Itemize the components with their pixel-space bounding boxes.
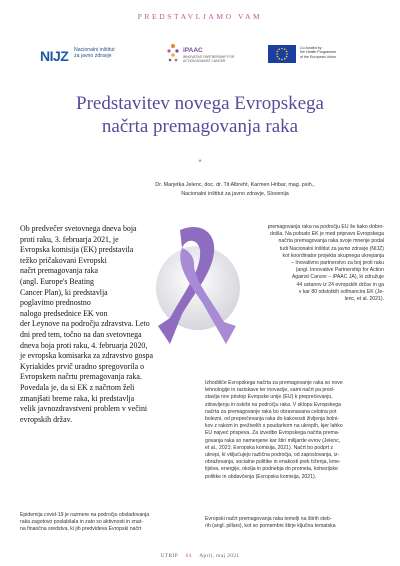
authors-affiliation: Nacionalni inštitut za javno zdravje, Slovenija xyxy=(181,190,289,197)
eu-health-programme-logo xyxy=(268,36,368,72)
article-intro xyxy=(20,224,205,425)
intro-line: velik javnozdravstveni problem v večini xyxy=(20,404,148,414)
paragraph-line: došla. Na pobudo EK je med pripravo Evropskega xyxy=(269,231,384,238)
paragraph-line: tudi Nacionalni inštitut za javno zdravje (NIJZ) xyxy=(279,245,384,252)
page-footer xyxy=(0,553,400,559)
nijz-logo xyxy=(40,36,150,72)
intro-line: Cancer Plan), ki predstavlja xyxy=(20,287,108,297)
paragraph-line: lenc, et al. 2021). xyxy=(344,296,384,303)
paragraph-line: premagovanja raka na področju EU še kako dobro- xyxy=(267,224,384,230)
paragraph-line: (angl. Innovative Partnership for Action xyxy=(295,267,384,274)
intro-line: je evropska komisarka za zdravstvo gospa xyxy=(20,351,154,361)
eu-flag-icon xyxy=(268,45,296,63)
intro-line: dneva boja proti raku, 4. februarja 2020, xyxy=(20,340,148,350)
paragraph-line: rih (angl. pillars), kot so pomembni štirje ključna tematska xyxy=(205,523,336,530)
title-separator-ornament: * xyxy=(198,158,202,167)
right-column-paragraph-1 xyxy=(248,224,384,303)
intro-line: zmanjšati breme raka, ki predstavlja xyxy=(20,393,135,403)
paragraph-line: Against Cancer – iPAAC JA), ki združuje xyxy=(291,274,384,281)
article-title-line-2: načrta premagovanja raka xyxy=(101,116,299,137)
paragraph-line: et al., 2021; Evropska komisija, 2021). Načrt bo podprt z xyxy=(205,444,334,451)
intro-line: proti raku, 3. februarja 2021, je xyxy=(20,234,119,244)
logo-strip xyxy=(0,36,400,72)
paragraph-line: bolezni, od preprečevanja raka do kakovosti življenja bolni- xyxy=(205,416,340,423)
right-column-paragraph-2 xyxy=(205,380,385,481)
intro-line: Kyriakides prvič uradno spregovorila o xyxy=(20,361,145,371)
eu-logo-text xyxy=(300,46,366,59)
nijz-logo-line-1: Nacionalni inštitut xyxy=(74,47,115,53)
eu-logo-line-3: of the European Union xyxy=(300,54,336,59)
article-title-line-1: Predstavitev novega Evropskega xyxy=(76,93,324,114)
intro-line: nalogo predsednice EK von xyxy=(20,308,108,318)
article-authors xyxy=(100,181,370,198)
paragraph-line: – Inovativno partnerstvo za boj proti raku xyxy=(291,260,384,267)
paragraph-line: Epidemija covid-19 je razmere na področju obvladovanja xyxy=(20,512,150,518)
intro-line: Evropskem načrtu premagovanja raka. xyxy=(20,372,142,382)
eu-logo-line-2: the Health Programme xyxy=(300,50,337,55)
intro-line: Evropska komisija (EK) predstavila xyxy=(20,245,134,255)
intro-line: Ob predvečer svetovnega dneva boja xyxy=(20,224,137,233)
paragraph-line: raka zagotovo poslabšala in zato so aktivnosti in znat- xyxy=(20,519,143,526)
ipaac-logo-subtitle: INNOVATIVE PARTNERSHIP FOR ACTION AGAINST CANCER xyxy=(183,55,235,63)
paragraph-line: Evropski načrt premagovanja raka temelji na štirih steb- xyxy=(205,516,332,522)
intro-line: težko pričakovani Evropski xyxy=(20,255,107,265)
paragraph-line: Izhodišče Evropskega načrta za premagovanje raka so nove xyxy=(205,380,343,386)
article-title xyxy=(20,92,380,138)
paragraph-line: EU najveć prispeva. Za izvedbo Evropskega načrta prema- xyxy=(205,430,340,437)
paragraph-line: v kar 80 odstotkih sofinancira EK (Je- xyxy=(298,288,384,295)
paragraph-line: kov z rakom in preživelih s poudarkom na ukrepih, kjer lahko xyxy=(205,423,343,430)
paragraph-line: tijstva, energije, okolja in podnebja do prometa, kohezijske xyxy=(205,466,338,473)
paragraph-line: na finančna sredstva, ki jih predvideva Evropski načrt xyxy=(20,526,142,533)
paragraph-line: politike in obdavčenja (Evropska komisija, 2021). xyxy=(205,473,317,480)
intro-line: evropskih držav. xyxy=(20,414,73,424)
ipaac-logo xyxy=(165,36,245,72)
intro-line: (angl. Europe's Beating xyxy=(20,276,94,286)
intro-line: der Leynove na področju zdravstva. Leto xyxy=(20,319,150,329)
paragraph-line: govanja raka so namenjene kar štiri milijarde evrov (Jelenc, xyxy=(205,437,341,444)
left-column-paragraph xyxy=(20,512,200,534)
intro-line: dni pred tem, točno na dan svetovnega xyxy=(20,329,142,339)
eu-logo-line-1: Co-funded by xyxy=(300,46,322,50)
authors-names: Dr. Marjetka Jelenc, doc. dr. Tit Albreht, Karmen Hribar, mag. psih., xyxy=(155,182,315,188)
paragraph-line: zdravljenju in oskrbi na področju raka. V sklopu Evropskega xyxy=(205,401,342,408)
intro-line: načrt premagovanja raka xyxy=(20,266,98,276)
paragraph-line: ukrepi, ki vključujejo različna področja, od zaposlovanja, iz- xyxy=(205,452,340,459)
right-column-paragraph-3 xyxy=(205,516,385,530)
paragraph-line: stavlja nov pristop Evropske unije (EU) k preprečevanju, xyxy=(205,394,333,401)
nijz-logo-text xyxy=(74,47,150,59)
ipaac-logo-icon xyxy=(165,42,181,64)
paragraph-line: kot koordinator projekta skupnega ukrepanja xyxy=(282,252,384,259)
ipaac-logo-name: iPAAC xyxy=(183,47,203,54)
footer-issue-date: April, maj 2021 xyxy=(199,553,240,559)
footer-page-number: 64 xyxy=(185,553,192,559)
paragraph-line: načrta za premagovanje raka bo obravnavana celotna pot xyxy=(205,408,337,415)
paragraph-line: obraževanja, socialne politike in enakosti prek trženja, kme- xyxy=(205,459,341,466)
footer-publication: UTRIP xyxy=(160,553,178,559)
paragraph-line: tehnologije in raziskave ter inovacije, sami načrt pa pred- xyxy=(205,387,335,394)
nijz-logo-mark: NIJZ xyxy=(40,48,69,64)
section-header-label: PREDSTAVLJAMO VAM xyxy=(137,12,263,21)
paragraph-line: načrta premagovanja raka svoje mnenje podal xyxy=(278,238,384,245)
nijz-logo-line-2: za javno zdravje xyxy=(74,53,112,59)
intro-line: Povedala je, da si EK z načrtom želi xyxy=(20,382,135,392)
paragraph-line: 44 ustanov iz 24 evropskih držav in ga xyxy=(296,281,384,288)
intro-line: poglavitno prednostno xyxy=(20,298,91,308)
